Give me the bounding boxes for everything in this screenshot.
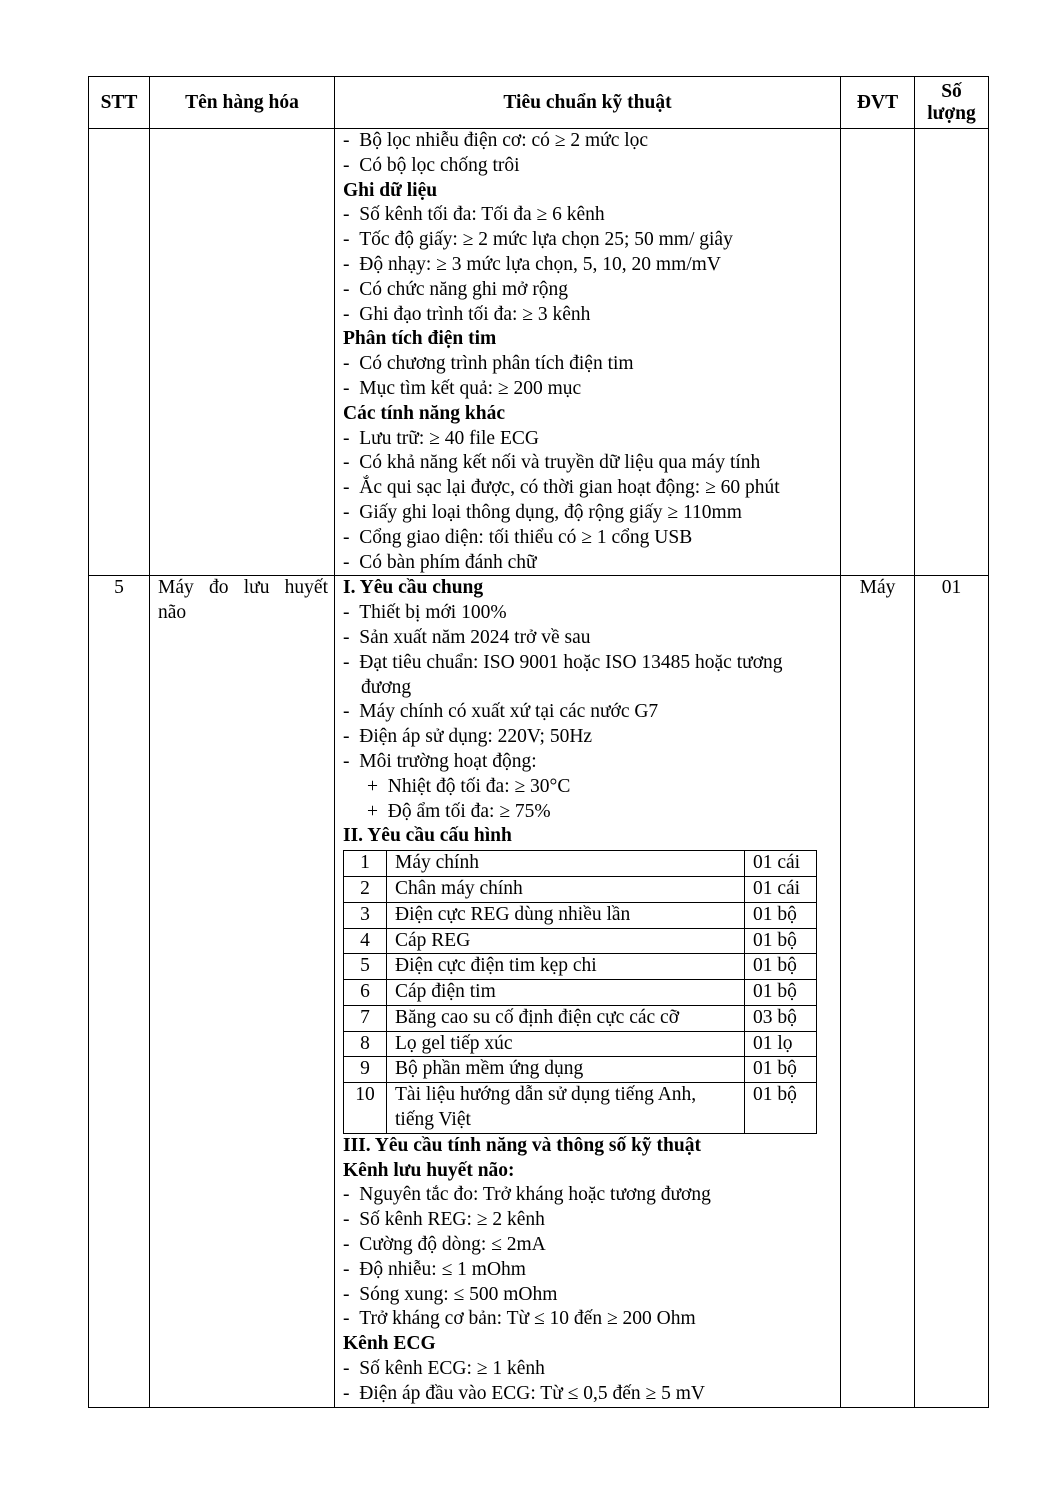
cell-quantity: 01 (915, 576, 989, 1407)
spec-item-text: Nguyên tắc đo: Trở kháng hoặc tương đương (359, 1184, 711, 1206)
spec-bullet-item (343, 1307, 834, 1332)
config-row-number: 6 (344, 980, 387, 1006)
spec-item-text: Số kênh REG: ≥ 2 kênh (359, 1209, 545, 1231)
spec-bullet-item (343, 551, 834, 576)
spec-item-text: Cổng giao diện: tối thiểu có ≥ 1 cổng USB (359, 526, 693, 548)
plus-marker: + (367, 775, 378, 797)
cell-unit: Máy (841, 576, 915, 1407)
spec-item-text: Có chức năng ghi mở rộng (359, 278, 569, 300)
config-row-name: Bộ phần mềm ứng dụng (387, 1057, 745, 1083)
spec-bullet-item (343, 228, 834, 253)
spec-bullet-item (343, 750, 834, 775)
plus-marker: + (367, 800, 378, 822)
spec-item-text: Bộ lọc nhiễu điện cơ: có ≥ 2 mức lọc (359, 130, 649, 151)
spec-bullet-item (343, 1357, 834, 1382)
config-row-quantity: 01 bộ (745, 1057, 817, 1083)
spec-item-text: Có khả năng kết nối và truyền dữ liệu qua máy tính (359, 452, 761, 474)
dash-marker: - (343, 1209, 350, 1231)
spec-bullet-item (343, 352, 834, 377)
dash-marker: - (343, 1358, 350, 1380)
config-row-name: Cáp điện tim (387, 980, 745, 1006)
dash-marker: - (343, 651, 350, 673)
config-row-number: 1 (344, 851, 387, 877)
dash-marker: - (343, 377, 350, 399)
config-row (344, 1057, 817, 1083)
spec-bullet-item (343, 476, 834, 501)
spec-section-heading: Kênh lưu huyết não: (343, 1159, 515, 1181)
spec-item-text: Có bàn phím đánh chữ (359, 551, 537, 573)
header-quantity-line2: lượng (927, 102, 976, 124)
config-row-name: Máy chính (387, 851, 745, 877)
spec-bullet-item (343, 725, 834, 750)
spec-item-text: Nhiệt độ tối đa: ≥ 30°C (387, 775, 571, 797)
spec-item-text: Đạt tiêu chuẩn: ISO 9001 hoặc ISO 13485 hoặc tương đương (359, 651, 783, 698)
spec-item-text: Trở kháng cơ bản: Từ ≤ 10 đến ≥ 200 Ohm (359, 1308, 696, 1330)
spec-section-heading: Ghi dữ liệu (343, 179, 438, 201)
cell-spec-continued (335, 129, 841, 576)
spec-section-heading: Các tính năng khác (343, 402, 505, 424)
spec-item-text: Ắc qui sạc lại được, có thời gian hoạt động: ≥ 60 phút (359, 477, 780, 499)
dash-marker: - (343, 130, 350, 151)
config-row (344, 1083, 817, 1134)
config-row (344, 876, 817, 902)
config-row-number: 5 (344, 954, 387, 980)
dash-marker: - (343, 626, 350, 648)
config-row-quantity: 01 bộ (745, 980, 817, 1006)
spec-lines-continued (343, 129, 834, 575)
config-row (344, 1031, 817, 1057)
header-quantity (915, 77, 989, 129)
spec-item-text: Số kênh tối đa: Tối đa ≥ 6 kênh (359, 204, 605, 226)
spec-bullet-item (343, 1382, 834, 1407)
dash-marker: - (343, 1382, 350, 1404)
dash-marker: - (343, 526, 350, 548)
config-row-name: Tài liệu hướng dẫn sử dụng tiếng Anh, tiếng Việt (387, 1083, 745, 1134)
spec-item-text: Mục tìm kết quả: ≥ 200 mục (359, 377, 582, 399)
config-row-quantity: 01 bộ (745, 928, 817, 954)
config-row (344, 980, 817, 1006)
config-row-number: 2 (344, 876, 387, 902)
spec-item-text: Tốc độ giấy: ≥ 2 mức lựa chọn 25; 50 mm/ giây (359, 229, 733, 251)
spec-item-text: Giấy ghi loại thông dụng, độ rộng giấy ≥ 110mm (359, 501, 742, 523)
config-row-quantity: 01 bộ (745, 954, 817, 980)
dash-marker: - (343, 750, 350, 772)
dash-marker: - (343, 427, 350, 449)
dash-marker: - (343, 1283, 350, 1305)
cell-name-empty (150, 129, 335, 576)
config-row (344, 1005, 817, 1031)
config-row-quantity: 01 bộ (745, 902, 817, 928)
general-requirements-list (343, 601, 834, 824)
dash-marker: - (343, 501, 350, 523)
table-header-row (89, 77, 989, 129)
config-row (344, 928, 817, 954)
spec-bullet-item (343, 626, 834, 651)
spec-item-text: Độ ẩm tối đa: ≥ 75% (387, 800, 551, 822)
config-row (344, 851, 817, 877)
config-row-name: Băng cao su cố định điện cực các cỡ (387, 1005, 745, 1031)
spec-bullet-item (343, 129, 834, 154)
equipment-spec-table (88, 76, 989, 1408)
spec-item-text: Cường độ dòng: ≤ 2mA (359, 1234, 546, 1256)
spec-bullet-item (343, 1283, 834, 1308)
config-row-name: Lọ gel tiếp xúc (387, 1031, 745, 1057)
header-quantity-line1: Số (941, 80, 962, 102)
spec-item-text: Lưu trữ: ≥ 40 file ECG (359, 427, 539, 449)
dash-marker: - (343, 602, 350, 624)
spec-section-heading: III. Yêu cầu tính năng và thông số kỹ thuật (343, 1134, 701, 1156)
spec-item-text: Điện áp sử dụng: 220V; 50Hz (359, 726, 593, 748)
general-requirements-heading: I. Yêu cầu chung (343, 577, 484, 599)
dash-marker: - (343, 551, 350, 573)
header-stt: STT (89, 77, 150, 129)
header-item-name: Tên hàng hóa (150, 77, 335, 129)
config-row-quantity: 03 bộ (745, 1005, 817, 1031)
spec-sub-item (343, 800, 834, 825)
spec-bullet-item (343, 601, 834, 626)
spec-item-text: Ghi đạo trình tối đa: ≥ 3 kênh (359, 303, 591, 325)
dash-marker: - (343, 1184, 350, 1206)
config-row-name: Chân máy chính (387, 876, 745, 902)
config-row-name: Cáp REG (387, 928, 745, 954)
configuration-table (343, 850, 817, 1134)
header-technical-spec: Tiêu chuẩn kỹ thuật (335, 77, 841, 129)
spec-section-heading: Phân tích điện tim (343, 328, 497, 350)
spec-bullet-item (343, 700, 834, 725)
config-row (344, 954, 817, 980)
table-row-continued (89, 129, 989, 576)
spec-section-heading: Kênh ECG (343, 1333, 436, 1355)
spec-bullet-item (343, 427, 834, 452)
spec-bullet-item (343, 278, 834, 303)
dash-marker: - (343, 452, 350, 474)
cell-item-name: Máy đo lưu huyết não (150, 576, 335, 1407)
dash-marker: - (343, 1234, 350, 1256)
spec-item-text: Thiết bị mới 100% (359, 602, 507, 624)
config-row (344, 902, 817, 928)
config-row-number: 4 (344, 928, 387, 954)
spec-item-text: Điện áp đầu vào ECG: Từ ≤ 0,5 đến ≥ 5 mV (359, 1382, 705, 1404)
spec-item-text: Có bộ lọc chống trôi (359, 154, 520, 176)
spec-item-text: Số kênh ECG: ≥ 1 kênh (359, 1358, 545, 1380)
spec-bullet-item (343, 1233, 834, 1258)
config-row-name: Điện cực REG dùng nhiều lần (387, 902, 745, 928)
technical-requirements-list (343, 1134, 834, 1407)
spec-item-text: Có chương trình phân tích điện tim (359, 353, 634, 375)
table-row-item-5 (89, 576, 989, 1407)
spec-bullet-item (343, 451, 834, 476)
cell-stt: 5 (89, 576, 150, 1407)
config-row-quantity: 01 cái (745, 876, 817, 902)
dash-marker: - (343, 701, 350, 723)
header-unit: ĐVT (841, 77, 915, 129)
config-row-number: 9 (344, 1057, 387, 1083)
config-row-quantity: 01 cái (745, 851, 817, 877)
dash-marker: - (343, 253, 350, 275)
config-row-number: 8 (344, 1031, 387, 1057)
spec-bullet-item (343, 651, 834, 701)
dash-marker: - (343, 353, 350, 375)
spec-bullet-item (343, 203, 834, 228)
dash-marker: - (343, 1258, 350, 1280)
dash-marker: - (343, 154, 350, 176)
spec-bullet-item (343, 526, 834, 551)
config-row-quantity: 01 bộ (745, 1083, 817, 1134)
dash-marker: - (343, 229, 350, 251)
configuration-heading: II. Yêu cầu cấu hình (343, 825, 512, 847)
spec-item-text: Độ nhiễu: ≤ 1 mOhm (359, 1258, 526, 1280)
spec-sub-item (343, 775, 834, 800)
dash-marker: - (343, 303, 350, 325)
cell-technical-spec (335, 576, 841, 1407)
config-row-name: Điện cực điện tim kẹp chi (387, 954, 745, 980)
cell-qty-empty (915, 129, 989, 576)
spec-item-text: Máy chính có xuất xứ tại các nước G7 (359, 701, 659, 723)
cell-stt-empty (89, 129, 150, 576)
spec-bullet-item (343, 303, 834, 328)
config-row-number: 3 (344, 902, 387, 928)
spec-bullet-item (343, 154, 834, 179)
spec-bullet-item (343, 1208, 834, 1233)
spec-item-text: Sản xuất năm 2024 trở về sau (359, 626, 591, 648)
dash-marker: - (343, 1308, 350, 1330)
spec-item-text: Môi trường hoạt động: (359, 750, 537, 772)
dash-marker: - (343, 477, 350, 499)
config-row-number: 7 (344, 1005, 387, 1031)
spec-bullet-item (343, 377, 834, 402)
config-row-number: 10 (344, 1083, 387, 1134)
config-row-quantity: 01 lọ (745, 1031, 817, 1057)
spec-bullet-item (343, 501, 834, 526)
dash-marker: - (343, 278, 350, 300)
dash-marker: - (343, 204, 350, 226)
spec-item-text: Độ nhạy: ≥ 3 mức lựa chọn, 5, 10, 20 mm/mV (359, 253, 721, 275)
spec-item-text: Sóng xung: ≤ 500 mOhm (359, 1283, 558, 1305)
spec-bullet-item (343, 253, 834, 278)
spec-bullet-item (343, 1183, 834, 1208)
spec-bullet-item (343, 1258, 834, 1283)
dash-marker: - (343, 726, 350, 748)
cell-unit-empty (841, 129, 915, 576)
